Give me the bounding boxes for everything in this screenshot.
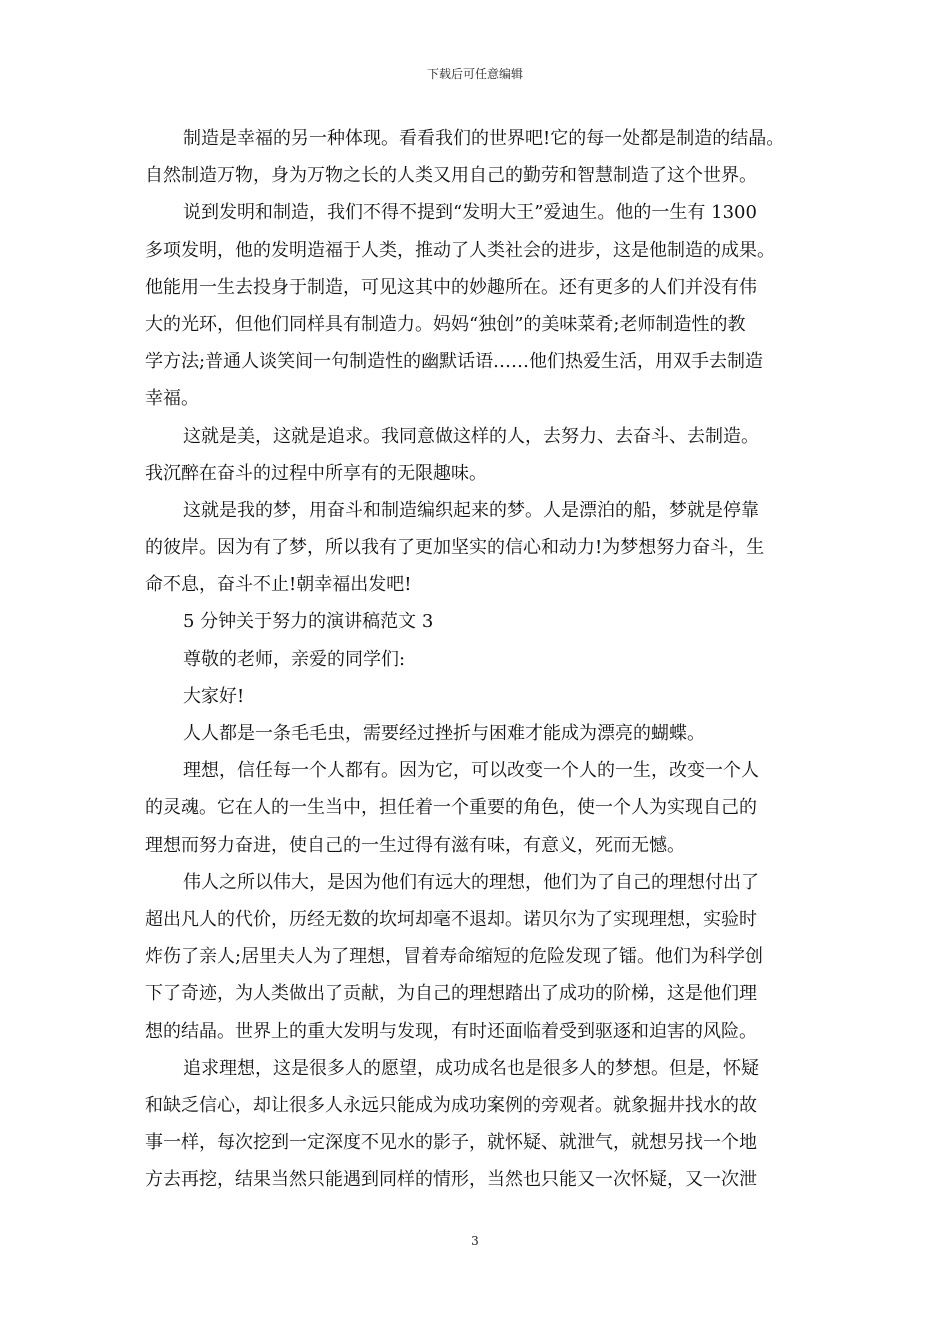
text-line: 多项发明，他的发明造福于人类，推动了人类社会的进步，这是他制造的成果。 xyxy=(145,239,775,261)
salutation: 尊敬的老师，亲爱的同学们: xyxy=(183,648,406,670)
text-line: 这就是我的梦，用奋斗和制造编织起来的梦。人是漂泊的船，梦就是停靠 xyxy=(183,499,759,521)
text-line: 炸伤了亲人;居里夫人为了理想，冒着寿命缩短的危险发现了镭。他们为科学创 xyxy=(145,946,764,968)
page-header: 下载后可任意编辑 xyxy=(426,67,523,81)
greeting: 大家好! xyxy=(183,685,245,707)
text-line: 说到发明和制造，我们不得不提到“发明大王”爱迪生。他的一生有 1300 xyxy=(183,202,757,224)
text-line: 学方法;普通人谈笑间一句制造性的幽默话语……他们热爱生活，用双手去制造 xyxy=(145,351,764,373)
text-line: 伟人之所以伟大，是因为他们有远大的理想，他们为了自己的理想付出了 xyxy=(183,871,759,893)
section-title: 5 分钟关于努力的演讲稿范文 3 xyxy=(183,611,434,633)
text-line: 这就是美，这就是追求。我同意做这样的人，去努力、去奋斗、去制造。 xyxy=(183,425,759,447)
text-line: 幸福。 xyxy=(145,388,199,410)
text-line: 他能用一生去投身于制造，可见这其中的妙趣所在。还有更多的人们并没有伟 xyxy=(145,276,757,298)
document-body xyxy=(145,120,807,1198)
text-line: 方去再挖，结果当然只能遇到同样的情形，当然也只能又一次怀疑，又一次泄 xyxy=(145,1169,757,1191)
text-line: 自然制造万物，身为万物之长的人类又用自己的勤劳和智慧制造了这个世界。 xyxy=(145,165,757,187)
text-line: 人人都是一条毛毛虫，需要经过挫折与困难才能成为漂亮的蝴蝶。 xyxy=(183,723,705,744)
text-line: 我沉醉在奋斗的过程中所享有的无限趣味。 xyxy=(145,462,487,484)
text-line: 和缺乏信心，却让很多人永远只能成为成功案例的旁观者。就象掘井找水的故 xyxy=(145,1094,757,1116)
text-line: 事一样，每次挖到一定深度不见水的影子，就怀疑、就泄气，就想另找一个地 xyxy=(145,1132,757,1154)
text-line: 命不息，奋斗不止!朝幸福出发吧! xyxy=(145,574,412,596)
text-line: 超出凡人的代价，历经无数的坎坷却毫不退却。诺贝尔为了实现理想，实验时 xyxy=(145,908,757,930)
text-line: 下了奇迹，为人类做出了贡献，为自己的理想踏出了成功的阶梯，这是他们理 xyxy=(145,983,757,1005)
text-line: 理想而努力奋进，使自己的一生过得有滋有味，有意义，死而无憾。 xyxy=(145,834,685,856)
text-line: 的彼岸。因为有了梦，所以我有了更加坚实的信心和动力!为梦想努力奋斗，生 xyxy=(145,537,765,559)
text-line: 制造是幸福的另一种体现。看看我们的世界吧!它的每一处都是制造的结晶。 xyxy=(183,128,785,149)
text-line: 的灵魂。它在人的一生当中，担任着一个重要的角色，使一个人为实现自己的 xyxy=(145,797,757,819)
page-number: 3 xyxy=(471,1234,479,1248)
text-line: 想的结晶。世界上的重大发明与发现，有时还面临着受到驱逐和迫害的风险。 xyxy=(145,1020,757,1042)
text-line: 追求理想，这是很多人的愿望，成功成名也是很多人的梦想。但是，怀疑 xyxy=(183,1057,759,1079)
text-line: 大的光环，但他们同样具有制造力。妈妈“独创”的美味菜肴;老师制造性的教 xyxy=(145,313,746,335)
text-line: 理想，信任每一个人都有。因为它，可以改变一个人的一生，改变一个人 xyxy=(183,760,759,782)
